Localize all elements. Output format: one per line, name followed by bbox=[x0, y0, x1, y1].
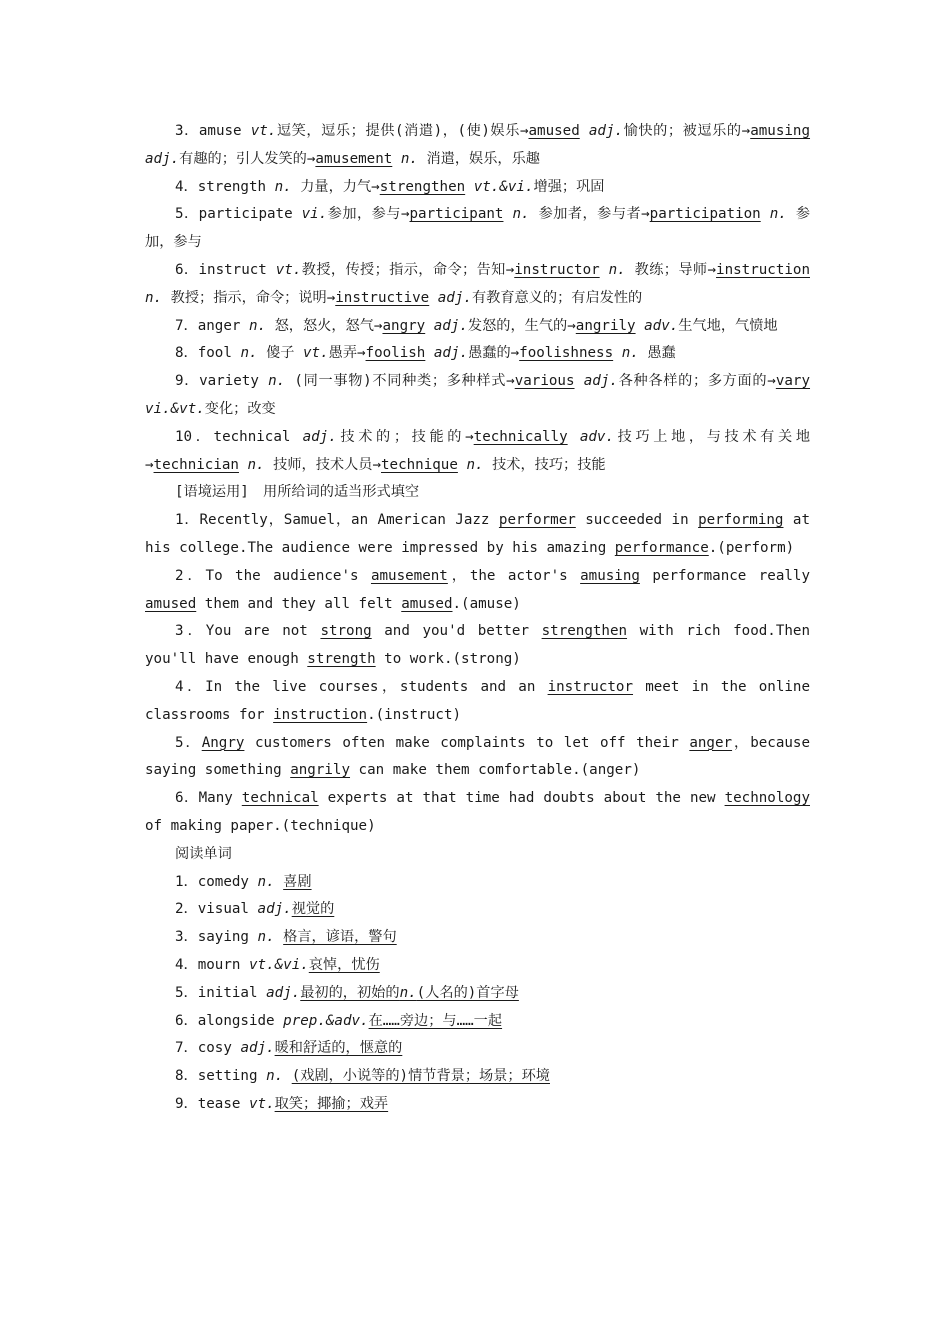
derivation-entry: 4．strength n. 力量，力气→strengthen vt.&vi.增强；巩固 bbox=[175, 178, 605, 195]
document-page bbox=[145, 118, 810, 1119]
part-of-speech: adj. bbox=[145, 150, 180, 167]
answer-text: instructor bbox=[514, 261, 600, 278]
answer-text: technique bbox=[381, 456, 458, 473]
answer-text: 哀悼，忧伤 bbox=[308, 956, 380, 973]
answer-text: amusement bbox=[370, 567, 448, 584]
part-of-speech: vt. bbox=[275, 261, 302, 278]
reading-word-entry: 7．cosy adj.暖和舒适的，惬意的 bbox=[175, 1040, 403, 1057]
reading-word-entry: 2．visual adj.视觉的 bbox=[175, 901, 335, 918]
part-of-speech: n. bbox=[247, 456, 265, 473]
exercise-item: 1．Recently，Samuel，an American Jazz performer succeeded in performing at his college.The audience were impressed by his amazing performance.(perform) bbox=[145, 512, 810, 556]
answer-text: participant bbox=[409, 206, 504, 223]
part-of-speech: n. bbox=[466, 456, 484, 473]
answer-text: angrily bbox=[290, 762, 351, 779]
part-of-speech: adj. bbox=[583, 373, 618, 390]
exercise-item: 6．Many technical experts at that time had doubts about the new technology of making paper.(technique) bbox=[145, 790, 810, 834]
derivation-entry: 10．technical adj.技术的；技能的→technically adv.技巧上地，与技术有关地→technician n. 技师，技术人员→technique n. 技术，技巧；技能 bbox=[145, 428, 811, 473]
part-of-speech: adj. bbox=[588, 123, 624, 139]
answer-text: amused bbox=[401, 595, 453, 612]
answer-text: performing bbox=[698, 512, 784, 529]
derivation-entry: 8．fool n. 傻子 vt.愚弄→foolish adj.愚蠢的→foolishness n. 愚蠢 bbox=[175, 345, 676, 362]
answer-text: foolish bbox=[365, 345, 426, 362]
part-of-speech: vi. bbox=[301, 206, 328, 223]
answer-text: 取笑；揶揄；戏弄 bbox=[274, 1095, 389, 1112]
answer-text: amused bbox=[145, 595, 197, 612]
answer-text: strong bbox=[320, 623, 372, 640]
derivation-entry: 3．amuse vt.逗笑，逗乐；提供(消遣)，(使)娱乐→amused adj.愉快的；被逗乐的→amusing adj.有趣的；引人发笑的→amusement n. 消遣，娱乐，乐趣 bbox=[145, 123, 811, 167]
part-of-speech: adv. bbox=[644, 317, 679, 334]
part-of-speech: n. bbox=[248, 317, 267, 334]
reading-word-entry: 3．saying n. 格言，谚语，警句 bbox=[175, 929, 397, 946]
answer-text: strength bbox=[307, 651, 376, 668]
part-of-speech: n. bbox=[769, 206, 787, 223]
part-of-speech: vt.&vi. bbox=[473, 178, 534, 195]
answer-text: instruction bbox=[716, 261, 810, 278]
derivation-entry: 5．participate vi.参加，参与→participant n. 参加者，参与者→participation n. 参加，参与 bbox=[145, 206, 811, 251]
answer-text: technology bbox=[724, 790, 810, 807]
answer-text: amused bbox=[528, 123, 580, 139]
part-of-speech: n. bbox=[274, 178, 292, 195]
answer-text: technically bbox=[473, 428, 568, 445]
answer-text: Angry bbox=[201, 734, 245, 751]
part-of-speech: adj. bbox=[257, 901, 292, 918]
part-of-speech: n. bbox=[399, 984, 417, 1001]
context-section-title: [语境运用] 用所给词的适当形式填空 bbox=[175, 484, 420, 501]
answer-text: (人名的)首字母 bbox=[416, 984, 519, 1001]
answer-text: performance bbox=[614, 539, 709, 556]
part-of-speech: n. bbox=[268, 373, 286, 390]
reading-word-entry: 8．setting n. (戏剧，小说等的)情节背景；场景；环境 bbox=[175, 1068, 550, 1085]
part-of-speech: n. bbox=[145, 289, 163, 306]
answer-text: amusing bbox=[750, 123, 811, 139]
answer-text: participation bbox=[649, 206, 761, 223]
answer-text: amusing bbox=[580, 567, 640, 584]
part-of-speech: n. bbox=[621, 345, 639, 362]
answer-text: strengthen bbox=[379, 178, 466, 195]
derivation-entry: 6．instruct vt.教授，传授；指示，命令；告知→instructor n. 教练；导师→instruction n. 教授；指示，命令；说明→instructive adj.有教育意义的；有启发性的 bbox=[145, 261, 810, 306]
part-of-speech: n. bbox=[240, 345, 258, 362]
part-of-speech: n. bbox=[512, 206, 530, 223]
part-of-speech: vt. bbox=[303, 345, 329, 362]
part-of-speech: n. bbox=[266, 1068, 284, 1085]
answer-text: 视觉的 bbox=[291, 901, 335, 918]
answer-text: strengthen bbox=[541, 623, 628, 640]
answer-text: anger bbox=[689, 734, 733, 751]
part-of-speech: n. bbox=[257, 873, 275, 890]
part-of-speech: adv. bbox=[579, 428, 614, 445]
answer-text: angrily bbox=[575, 317, 636, 334]
part-of-speech: vt. bbox=[248, 1095, 275, 1112]
reading-word-entry: 5．initial adj.最初的，初始的n.(人名的)首字母 bbox=[175, 984, 519, 1001]
word-derivations-list bbox=[145, 118, 810, 479]
reading-word-entry: 1．comedy n. 喜剧 bbox=[175, 873, 312, 890]
part-of-speech: n. bbox=[257, 929, 275, 946]
part-of-speech: n. bbox=[400, 150, 418, 167]
answer-text: (戏剧，小说等的)情节背景；场景；环境 bbox=[291, 1068, 550, 1085]
answer-text: 在……旁边；与……一起 bbox=[368, 1012, 503, 1029]
answer-text: amusement bbox=[315, 150, 393, 167]
part-of-speech: adj. bbox=[240, 1040, 275, 1057]
reading-section-title: 阅读单词 bbox=[175, 845, 232, 862]
part-of-speech: adj. bbox=[433, 345, 469, 362]
fill-in-exercises-list bbox=[145, 507, 810, 841]
answer-text: performer bbox=[498, 512, 576, 529]
answer-text: 暖和舒适的，惬意的 bbox=[274, 1040, 403, 1057]
part-of-speech: vt.&vi. bbox=[248, 956, 309, 973]
part-of-speech: vi.&vt. bbox=[145, 400, 205, 417]
part-of-speech: adj. bbox=[433, 317, 468, 334]
part-of-speech: adj. bbox=[266, 984, 301, 1001]
answer-text: 格言，谚语，警句 bbox=[283, 929, 397, 946]
reading-word-entry: 6．alongside prep.&adv.在……旁边；与……一起 bbox=[175, 1012, 503, 1029]
exercise-item: 3．You are not strong and you'd better strengthen with rich food.Then you'll have enough strength to work.(strong) bbox=[145, 623, 810, 668]
reading-word-entry: 4．mourn vt.&vi.哀悼，忧伤 bbox=[175, 956, 380, 973]
exercise-item: 2．To the audience's amusement，the actor's amusing performance really amused them and they all felt amused.(amuse) bbox=[145, 567, 811, 612]
reading-word-entry: 9．tease vt.取笑；揶揄；戏弄 bbox=[175, 1095, 389, 1112]
answer-text: vary bbox=[775, 373, 811, 390]
answer-text: various bbox=[514, 373, 575, 390]
answer-text: 最初的，初始的 bbox=[300, 984, 400, 1001]
answer-text: foolishness bbox=[519, 345, 614, 362]
answer-text: instruction bbox=[273, 706, 368, 723]
answer-text: technician bbox=[153, 456, 239, 473]
answer-text: technical bbox=[241, 790, 319, 807]
derivation-entry: 9．variety n. (同一事物)不同种类；多种样式→various adj.各种各样的；多方面的→vary vi.&vt.变化；改变 bbox=[145, 373, 811, 417]
answer-text: 喜剧 bbox=[283, 873, 312, 890]
answer-text: angry bbox=[382, 317, 426, 334]
derivation-entry: 7．anger n. 怒，怒火，怒气→angry adj.发怒的，生气的→angrily adv.生气地，气愤地 bbox=[175, 317, 778, 334]
part-of-speech: adj. bbox=[437, 289, 472, 306]
reading-vocabulary-list bbox=[145, 869, 810, 1119]
exercise-item: 4．In the live courses，students and an instructor meet in the online classrooms for instruction.(instruct) bbox=[145, 678, 810, 723]
part-of-speech: n. bbox=[608, 261, 626, 278]
part-of-speech: vt. bbox=[250, 123, 277, 139]
answer-text: instructor bbox=[547, 678, 634, 695]
answer-text: instructive bbox=[335, 289, 430, 306]
exercise-item: 5．Angry customers often make complaints to let off their anger，because saying something angrily can make them comfortable.(anger) bbox=[145, 734, 811, 779]
part-of-speech: prep.&adv. bbox=[283, 1012, 369, 1029]
part-of-speech: adj. bbox=[302, 428, 337, 445]
